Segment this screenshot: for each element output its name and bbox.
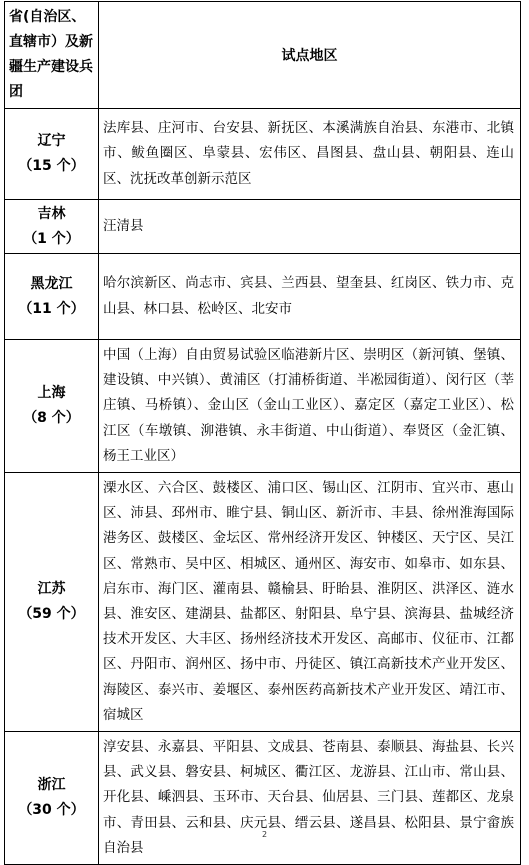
- province-name: 上海: [37, 385, 66, 401]
- areas-cell: 淳安县、永嘉县、平阳县、文成县、苍南县、泰顺县、海盐县、长兴县、武义县、磐安县、柯城区、衢江区、龙游县、江山市、常山县、开化县、嵊泗县、玉环市、天台县、仙居县、三门县、莲都区、龙泉市、青田县、云和县、庆元县、缙云县、遂昌县、松阳县、景宁畲族自治县: [99, 732, 521, 865]
- table-row: [5, 340, 521, 473]
- province-count: （8 个）: [23, 410, 80, 426]
- pilot-areas-table: [4, 1, 521, 865]
- province-count: （1 个）: [23, 230, 80, 247]
- table-row: [5, 200, 521, 254]
- page-number: 2: [261, 830, 268, 839]
- areas-cell: 汪清县: [99, 200, 521, 254]
- province-count: （11 个）: [18, 300, 85, 317]
- areas-cell: 溧水区、六合区、鼓楼区、浦口区、锡山区、江阴市、宜兴市、惠山区、沛县、邳州市、睢宁县、铜山区、新沂市、丰县、徐州淮海国际港务区、鼓楼区、金坛区、常州经济开发区、钟楼区、天宁区、吴江区、常熟市、吴中区、相城区、通州区、海安市、如皋市、如东县、启东市、海门区、灌南县、赣榆县、盱眙县、淮阴区、洪泽区、涟水县、淮安区、建湖县、盐都区、射阳县、阜宁县、滨海县、盐城经济技术开发区、大丰区、扬州经济技术开发区、高邮市、仪征市、江都区、丹阳市、润州区、扬中市、丹徒区、镇江高新技术产业开发区、海陵区、泰兴市、姜堰区、泰州医药高新技术产业开发区、靖江市、宿城区: [99, 473, 521, 732]
- province-cell: [5, 732, 99, 865]
- table-header-row: [5, 2, 521, 109]
- province-name: 辽宁: [37, 133, 66, 149]
- table-row: [5, 473, 521, 732]
- province-cell: [5, 340, 99, 473]
- areas-cell: 哈尔滨新区、尚志市、宾县、兰西县、望奎县、红岗区、铁力市、克山县、林口县、松岭区、北安市: [99, 254, 521, 340]
- header-areas-cell: 试点地区: [99, 2, 521, 109]
- province-cell: [5, 200, 99, 254]
- province-cell: [5, 473, 99, 732]
- province-name: 浙江: [37, 777, 66, 794]
- province-cell: [5, 254, 99, 340]
- table-row: [5, 254, 521, 340]
- province-count: （30 个）: [18, 802, 85, 819]
- areas-cell: 法库县、庄河市、台安县、新抚区、本溪满族自治县、东港市、北镇市、鲅鱼圈区、阜蒙县、宏伟区、昌图县、盘山县、朝阳县、连山区、沈抚改革创新示范区: [99, 109, 521, 200]
- province-count: （59 个）: [18, 606, 85, 623]
- header-province-cell: 省(自治区、直辖市）及新疆生产建设兵团: [5, 2, 99, 109]
- table-row: [5, 732, 521, 865]
- province-cell: [5, 109, 99, 200]
- table-row: [5, 109, 521, 200]
- areas-cell: 中国（上海）自由贸易试验区临港新片区、崇明区（新河镇、堡镇、建设镇、中兴镇）、黄浦区（打浦桥街道、半凇园街道）、闵行区（莘庄镇、马桥镇）、金山区（金山工业区）、嘉定区（嘉定工业区）、松江区（车墩镇、泖港镇、永丰街道、中山街道）、奉贤区（金汇镇、杨王工业区）: [99, 340, 521, 473]
- province-name: 黑龙江: [30, 275, 73, 292]
- province-name: 吉林: [37, 205, 66, 222]
- province-count: （15 个）: [18, 158, 85, 174]
- province-name: 江苏: [37, 581, 66, 598]
